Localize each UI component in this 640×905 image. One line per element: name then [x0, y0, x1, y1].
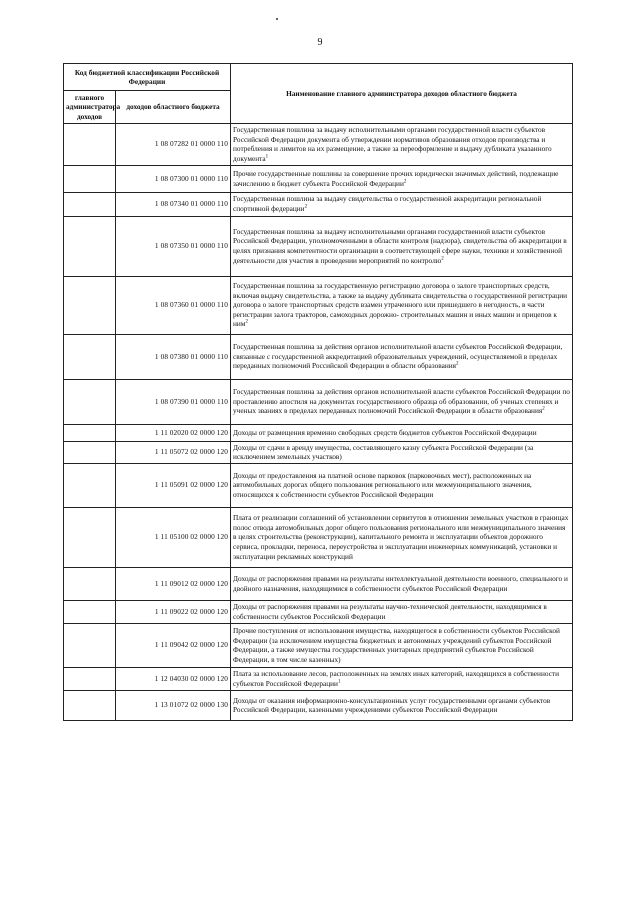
footnote-mark: 2 [441, 256, 444, 262]
admin-code-cell [64, 623, 116, 667]
income-name-cell [231, 441, 573, 463]
admin-code-cell [64, 463, 116, 507]
income-code-cell: 1 08 07282 01 0000 110 [116, 124, 231, 166]
admin-code-cell [64, 192, 116, 216]
income-code-cell: 1 11 09012 02 0000 120 [116, 567, 231, 600]
income-code-cell: 1 11 09022 02 0000 120 [116, 600, 231, 623]
header-admin-name: Наименование главного администратора доходов областного бюджета [231, 64, 573, 124]
admin-code-cell [64, 667, 116, 690]
income-code-cell: 1 08 07380 01 0000 110 [116, 334, 231, 379]
income-name-cell [231, 667, 573, 690]
income-name-cell [231, 216, 573, 276]
admin-code-cell [64, 165, 116, 192]
budget-classification-table [63, 63, 573, 721]
admin-code-cell [64, 690, 116, 720]
table-row [64, 667, 573, 690]
income-code-cell: 1 11 02020 02 0000 120 [116, 424, 231, 441]
admin-code-cell [64, 216, 116, 276]
income-name-text: Государственная пошлина за выдачу свидетельства о государственной аккредитации региональной спортивной федерации [233, 194, 542, 213]
admin-code-cell [64, 124, 116, 166]
table-row [64, 690, 573, 720]
table-row [64, 165, 573, 192]
table-row [64, 424, 573, 441]
income-name-text: Государственная пошлина за выдачу исполнительными органами государственной власти субъектов Российской Федерации, уполномоченными в области контроля (надзора), свидетельства об аккредитации в целях признания компетентности организации в соответствующей сфере науки, техники и хозяйственной деятельности для участия в проведении мероприятий по контролю [233, 226, 567, 265]
income-code-cell: 1 13 01072 02 0000 130 [116, 690, 231, 720]
table-row [64, 192, 573, 216]
income-name-text: Доходы от предоставления на платной основе парковок (парковочных мест), расположенных на автомобильных дорогах общего пользования регионального или межмуниципального значения, относящихся к собственности субъектов Российской Федерации [233, 470, 532, 500]
income-code-cell: 1 11 05091 02 0000 120 [116, 463, 231, 507]
header-budget-code: Код бюджетной классификации Российской Федерации [64, 64, 231, 91]
income-name-cell [231, 424, 573, 441]
income-name-text: Плата за использование лесов, расположенных на землях иных категорий, находящихся в собственности субъектов Российской Федерации [233, 669, 560, 688]
admin-code-cell [64, 567, 116, 600]
table-row [64, 334, 573, 379]
table-row [64, 463, 573, 507]
table-row [64, 441, 573, 463]
table-row [64, 567, 573, 600]
admin-code-cell [64, 441, 116, 463]
income-name-text: Прочие поступления от использования имущества, находящегося в собственности субъектов Российской Федерации (за исключением имущества бюджетных и автономных учреждений субъектов Российской Федерации, а также имущества государственных унитарных предприятий субъектов Российской Федерации, в том числе казенных) [233, 626, 560, 664]
income-code-cell: 1 08 07350 01 0000 110 [116, 216, 231, 276]
income-name-text: Государственная пошлина за государственную регистрацию договора о залоге транспортных средств, включая выдачу свидетельства, а также за выдачу дубликата свидетельства о государственной регистрации договора о залоге транспортных средств взамен утраченного или пришедшего в негодность, в части регистрации залога тракторов, самоходных дорожно- строительных машин и иных машин и прицепов к ним [233, 280, 568, 329]
admin-code-cell [64, 334, 116, 379]
table-row [64, 507, 573, 567]
admin-code-cell [64, 600, 116, 623]
income-name-cell [231, 690, 573, 720]
income-name-cell [231, 192, 573, 216]
income-code-cell: 1 11 05072 02 0000 120 [116, 441, 231, 463]
admin-code-cell [64, 379, 116, 424]
footnote-mark: 2 [456, 361, 459, 367]
header-main-admin: главного администратора доходов [64, 91, 116, 124]
income-name-text: Доходы от сдачи в аренду имущества, составляющего казну субъекта Российской Федерации (за исключением земельных участков) [233, 442, 534, 462]
income-name-text: Доходы от размещения временно свободных средств бюджетов субъектов Российской Федерации [233, 427, 537, 437]
income-name-cell [231, 334, 573, 379]
income-name-text: Государственная пошлина за выдачу исполнительными органами государственной власти субъектов Российской Федерации документа об утверждении нормативов образования отходов производства и потребления и лимитов на их размещение, а также за переоформление и выдачу дубликата указанного документа [233, 125, 552, 163]
table-row [64, 623, 573, 667]
scan-dot [276, 18, 278, 20]
income-code-cell: 1 08 07390 01 0000 110 [116, 379, 231, 424]
admin-code-cell [64, 276, 116, 334]
income-name-cell [231, 463, 573, 507]
footnote-mark: 1 [265, 154, 269, 160]
table-row [64, 276, 573, 334]
income-code-cell: 1 11 09042 02 0000 120 [116, 623, 231, 667]
table-body [64, 124, 573, 721]
admin-code-cell [64, 424, 116, 441]
table-row [64, 216, 573, 276]
footnote-mark: 2 [542, 406, 545, 412]
page-number: 9 [317, 37, 323, 48]
header-regional-income: доходов областного бюджета [116, 91, 231, 124]
income-name-cell [231, 507, 573, 567]
income-name-cell [231, 623, 573, 667]
admin-code-cell [64, 507, 116, 567]
income-name-cell [231, 276, 573, 334]
income-name-text: Государственная пошлина за действия органов исполнительной власти субъектов Российской Федерации по проставлению апостиля на документах государственного образца об образовании, об ученых степенях и ученых званиях в пределах переданных полномочий Российской Федерации в области образования [233, 387, 570, 416]
income-code-cell: 1 11 05100 02 0000 120 [116, 507, 231, 567]
income-name-text: Плата от реализации соглашений об установлении сервитутов в отношении земельных участков в границах полос отвода автомобильных дорог общего пользования регионального или межмуниципального значения в целях строительства (реконструкции), капитального ремонта и эксплуатации объектов дорожного сервиса, прокладки, переноса, переустройства и эксплуатации инженерных коммуникаций, установки и эксплуатации рекламных конструкций [233, 513, 569, 561]
footnote-mark: 1 [337, 679, 341, 685]
footnote-mark: 2 [245, 320, 248, 326]
income-code-cell: 1 08 07300 01 0000 110 [116, 165, 231, 192]
income-name-cell [231, 600, 573, 623]
income-name-cell [231, 379, 573, 424]
income-name-cell [231, 567, 573, 600]
income-code-cell: 1 08 07360 01 0000 110 [116, 276, 231, 334]
income-name-text: Доходы от распоряжения правами на результаты научно-технической деятельности, находящимися в собственности субъектов Российской Федерации [233, 602, 547, 621]
table-row [64, 379, 573, 424]
income-name-cell [231, 165, 573, 192]
income-name-text: Прочие государственные пошлины за совершение прочих юридически значимых действий, подлежащие зачислению в бюджет субъекта Российской Федерации [233, 168, 559, 188]
footnote-mark: 2 [403, 179, 407, 185]
footnote-mark: 2 [304, 204, 308, 210]
income-name-text: Доходы от распоряжения правами на результаты интеллектуальной деятельности военного, специального и двойного назначения, находящимися в собственности субъектов Российской Федерации [233, 574, 568, 593]
income-code-cell: 1 12 04030 02 0000 120 [116, 667, 231, 690]
table-row [64, 124, 573, 166]
income-name-cell [231, 124, 573, 166]
table-header-row-1 [64, 64, 573, 91]
income-name-text: Государственная пошлина за действия органов исполнительной власти субъектов Российской Федерации, связанные с государственной аккредитацией образовательных учреждений, осуществляемой в пределах переданных полномочий Российской Федерации в области образования [233, 342, 563, 371]
income-name-text: Доходы от оказания информационно-консультационных услуг государственными органами субъектов Российской Федерации, казенными учреждениями субъектов Российской Федерации [233, 695, 551, 715]
table-row [64, 600, 573, 623]
income-code-cell: 1 08 07340 01 0000 110 [116, 192, 231, 216]
